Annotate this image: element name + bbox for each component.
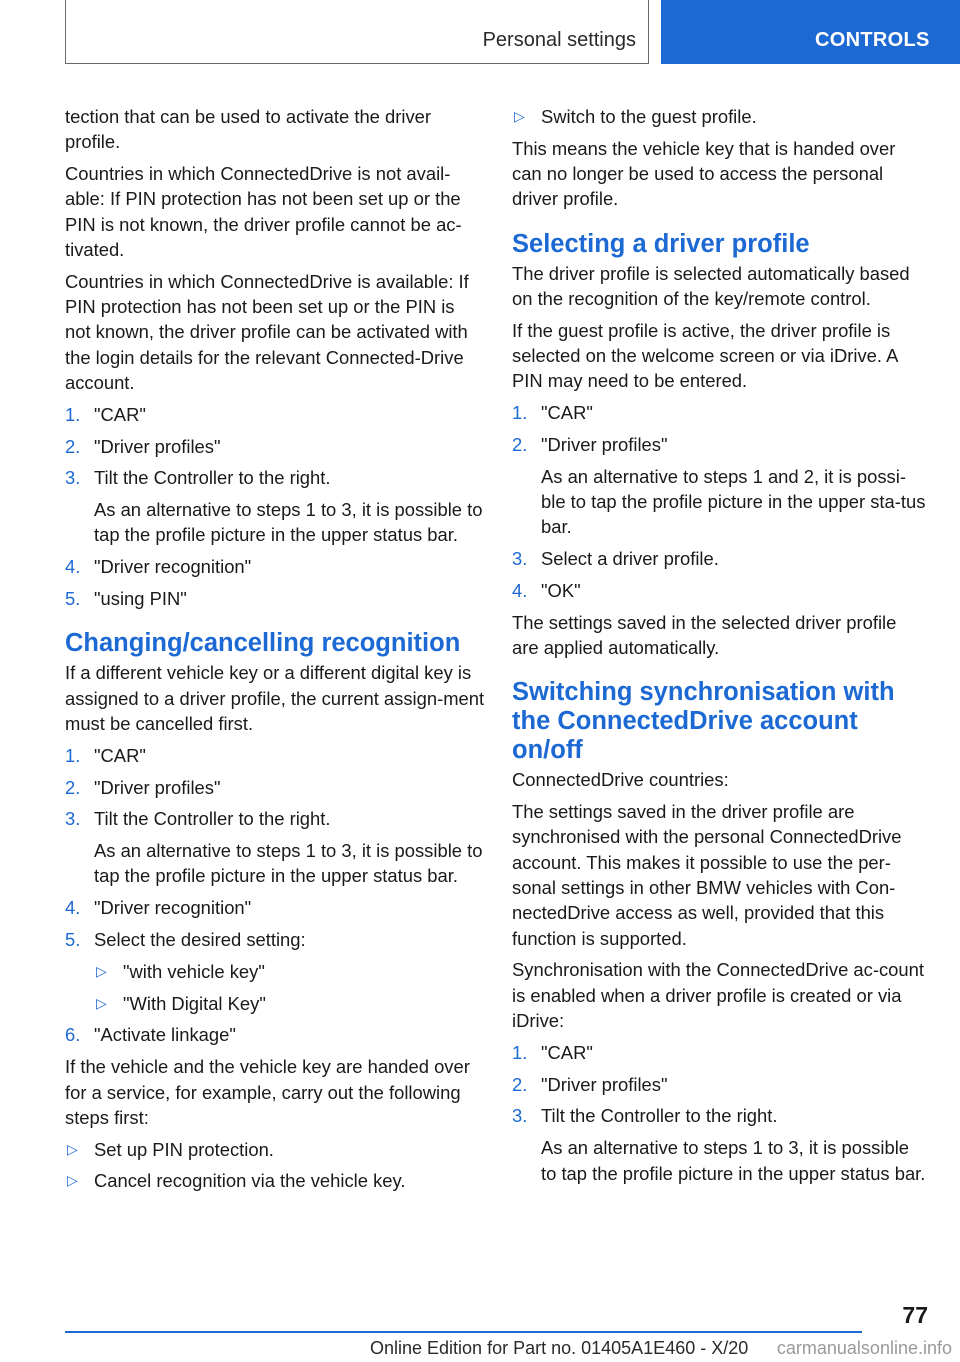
step-note: As an alternative to steps 1 to 3, it is possible to tap the profile picture in the upper status bar. — [94, 499, 483, 546]
step-text: Select the desired setting: — [94, 929, 306, 951]
paragraph: If a different vehicle key or a different digital key is assigned to a driver profile, the current assign‐ment must be cancelled first. — [65, 662, 485, 734]
list-item — [65, 434, 485, 459]
step-number: 1. — [512, 1041, 528, 1063]
step-number: 3. — [512, 548, 528, 570]
paragraph: If the vehicle and the vehicle key are handed over for a service, for example, carry out the following steps first: — [65, 1056, 470, 1128]
step-text: "Driver profiles" — [94, 776, 221, 798]
step-text: "OK" — [541, 579, 581, 601]
step-note: As an alternative to steps 1 and 2, it is possi‐ble to tap the profile picture in the upper sta‐tus bar. — [541, 465, 926, 538]
step-number: 4. — [65, 556, 81, 578]
step-number: 5. — [65, 588, 81, 610]
step-number: 3. — [65, 467, 81, 489]
list-item — [65, 465, 485, 547]
paragraph: This means the vehicle key that is handed over can no longer be used to access the personal driver profile. — [512, 137, 896, 210]
bullet-text: Cancel recognition via the vehicle key. — [94, 1170, 406, 1192]
list-item — [65, 743, 485, 768]
triangle-right-icon: ▷ — [96, 962, 107, 979]
footer-rule — [65, 1331, 862, 1333]
section-heading: Selecting a driver profile — [512, 229, 810, 258]
paragraph: ConnectedDrive countries: — [512, 769, 729, 791]
list-item — [512, 1103, 928, 1185]
right-column — [512, 104, 928, 1192]
step-text: "Driver recognition" — [94, 556, 252, 578]
chapter-tab[interactable] — [661, 0, 960, 64]
sub-item-text: "With Digital Key" — [123, 992, 266, 1014]
list-item — [512, 578, 928, 603]
step-text: "using PIN" — [94, 588, 187, 610]
triangle-right-icon: ▷ — [67, 1172, 78, 1189]
triangle-right-icon: ▷ — [67, 1140, 78, 1157]
list-item — [512, 1072, 928, 1097]
list-item — [512, 1040, 928, 1065]
step-text: "Activate linkage" — [94, 1024, 236, 1046]
step-text: "CAR" — [94, 403, 146, 425]
step-text: Tilt the Controller to the right. — [541, 1105, 778, 1127]
list-item — [65, 806, 485, 888]
step-number: 2. — [512, 1073, 528, 1095]
bullet-text: Switch to the guest profile. — [541, 106, 757, 127]
triangle-right-icon: ▷ — [514, 108, 525, 124]
step-text: "Driver recognition" — [94, 897, 252, 919]
list-item — [512, 432, 928, 540]
list-item — [512, 400, 928, 425]
step-number: 6. — [65, 1024, 81, 1046]
header-frame — [65, 0, 649, 64]
step-text: Select a driver profile. — [541, 548, 719, 570]
list-item — [65, 554, 485, 579]
step-number: 5. — [65, 929, 81, 951]
bullet-text: Set up PIN protection. — [94, 1138, 274, 1160]
step-number: 4. — [65, 897, 81, 919]
step-number: 1. — [512, 402, 528, 424]
bullet-item — [512, 104, 928, 129]
list-item — [65, 586, 485, 611]
step-note: As an alternative to steps 1 to 3, it is possible to tap the profile picture in the upper status bar. — [94, 840, 483, 887]
step-number: 4. — [512, 579, 528, 601]
bullet-item — [65, 1168, 485, 1193]
paragraph: The settings saved in the selected driver profile are applied automatically. — [512, 611, 897, 659]
paragraph: Countries in which ConnectedDrive is available: If PIN protection has not been set up or the PIN is not known, the driver profile can be activated with the login details for the relevant Connected‐Drive account. — [65, 270, 469, 393]
step-text: Tilt the Controller to the right. — [94, 467, 331, 489]
bullet-item — [65, 1137, 485, 1162]
section-title: Personal settings — [482, 29, 636, 51]
step-text: "CAR" — [94, 744, 146, 766]
paragraph: If the guest profile is active, the driver profile is selected on the welcome screen or via iDrive. A PIN may need to be entered. — [512, 319, 898, 392]
watermark: carmanualsonline.info — [776, 1338, 952, 1358]
step-text: Tilt the Controller to the right. — [94, 808, 331, 830]
step-number: 2. — [512, 433, 528, 455]
paragraph: Synchronisation with the ConnectedDrive ac‐count is enabled when a driver profile is created or via iDrive: — [512, 959, 924, 1032]
step-number: 2. — [65, 435, 81, 457]
step-text: "CAR" — [541, 1041, 593, 1063]
footer-edition: Online Edition for Part no. 01405A1E460 - X/20 — [370, 1338, 749, 1358]
step-text: "Driver profiles" — [541, 433, 668, 455]
step-number: 3. — [65, 808, 81, 830]
sub-list-item — [94, 959, 485, 984]
triangle-right-icon: ▷ — [96, 994, 107, 1011]
left-column — [65, 104, 485, 1200]
list-item — [65, 895, 485, 920]
step-text: "Driver profiles" — [541, 1073, 668, 1095]
list-item — [65, 1022, 485, 1047]
step-number: 1. — [65, 403, 81, 425]
step-text: "Driver profiles" — [94, 435, 221, 457]
list-item — [65, 927, 485, 1016]
paragraph: The driver profile is selected automatically based on the recognition of the key/remote control. — [512, 262, 910, 309]
list-item — [512, 546, 928, 571]
step-text: "CAR" — [541, 402, 593, 424]
section-heading: Switching synchronisation with the ConnectedDrive account on/off — [512, 678, 895, 765]
paragraph: Countries in which ConnectedDrive is not avail‐able: If PIN protection has not been set up or the PIN is not known, the driver profile cannot be ac‐tivated. — [65, 163, 462, 260]
chapter-tab-label: CONTROLS — [815, 29, 930, 51]
page-number: 77 — [902, 1302, 928, 1328]
section-heading: Changing/cancelling recognition — [65, 629, 461, 658]
list-item — [65, 402, 485, 427]
step-number: 2. — [65, 776, 81, 798]
step-number: 1. — [65, 744, 81, 766]
sub-item-text: "with vehicle key" — [123, 960, 265, 982]
step-note: As an alternative to steps 1 to 3, it is possible to tap the profile picture in the upper status bar. — [541, 1137, 926, 1184]
sub-list-item — [94, 991, 485, 1016]
paragraph: The settings saved in the driver profile are synchronised with the personal ConnectedDrive account. This makes it possible to use the per‐sonal settings in other BMW vehicles with Con‐nectedDrive access as well, provided that this function is supported. — [512, 801, 902, 949]
list-item — [65, 775, 485, 800]
step-number: 3. — [512, 1105, 528, 1127]
paragraph: tection that can be used to activate the driver profile. — [65, 106, 431, 153]
